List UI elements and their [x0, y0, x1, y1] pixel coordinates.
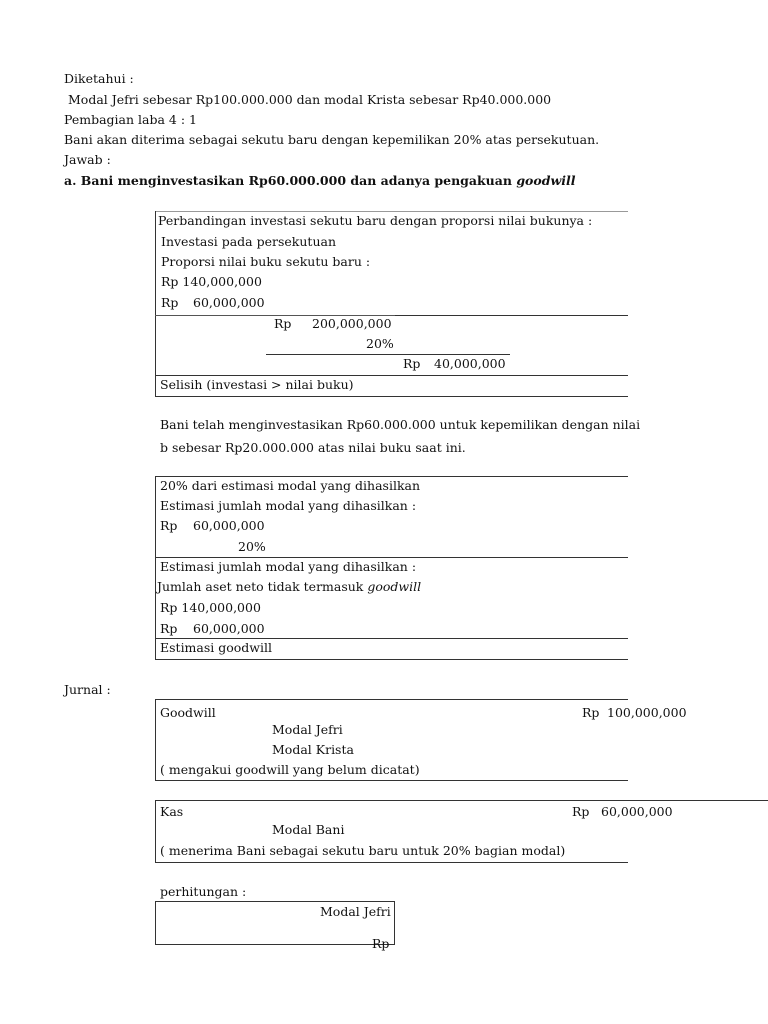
journal1-credit-jefri: Modal Jefri	[272, 722, 343, 737]
given-label: Diketahui :	[64, 71, 134, 86]
section-a-heading-text: a. Bani menginvestasikan Rp60.000.000 dan adanya pengakuan	[64, 173, 517, 188]
journal1-amount-rp: Rp	[582, 705, 600, 720]
table1-total-value: 200,000,000	[312, 316, 392, 331]
journal2-amount-rp: Rp	[572, 804, 590, 819]
table1-percentage: 20%	[366, 336, 394, 351]
table1-result-rp: Rp	[403, 356, 421, 371]
section-a-heading	[64, 173, 575, 189]
journal2-amount: 60,000,000	[601, 804, 673, 819]
table2-net-assets-italic: goodwill	[367, 579, 422, 594]
table2-goodwill-label: Estimasi goodwill	[160, 640, 272, 655]
table2-row-140m: Rp 140,000,000	[160, 600, 261, 615]
journal1-amount: 100,000,000	[607, 705, 687, 720]
journal1-credit-krista: Modal Krista	[272, 742, 354, 757]
calculation-modal-jefri: Modal Jefri	[320, 904, 391, 919]
new-partner-statement: Bani akan diterima sebagai sekutu baru dengan kepemilikan 20% atas persekutuan.	[64, 132, 600, 147]
table2-60m-value: 60,000,000	[193, 518, 265, 533]
calculation-label: perhitungan :	[160, 884, 247, 899]
calculation-rp: Rp	[372, 936, 390, 951]
journal2-credit-bani: Modal Bani	[272, 822, 345, 837]
explanation-line-2: b sebesar Rp20.000.000 atas nilai buku saat ini.	[160, 440, 466, 455]
table2-percentage: 20%	[238, 539, 266, 554]
table1-difference-label: Selisih (investasi > nilai buku)	[160, 377, 354, 392]
profit-sharing-statement: Pembagian laba 4 : 1	[64, 112, 197, 127]
explanation-line-1: Bani telah menginvestasikan Rp60.000.000 untuk kepemilikan dengan nilai	[160, 417, 641, 432]
answer-label: Jawab :	[64, 152, 111, 167]
table2-rp-label: Rp	[160, 518, 178, 533]
journal2-note: ( menerima Bani sebagai sekutu baru untuk 20% bagian modal)	[160, 843, 566, 858]
journal1-debit-account: Goodwill	[160, 705, 216, 720]
table1-rp-label: Rp	[161, 295, 179, 310]
table1-result-value: 40,000,000	[434, 356, 506, 371]
table1-title: Perbandingan investasi sekutu baru dengan proporsi nilai bukunya :	[158, 213, 593, 228]
journal2-debit-account: Kas	[160, 804, 184, 819]
table1-proportion-label: Proporsi nilai buku sekutu baru :	[161, 254, 371, 269]
table1-investment-label: Investasi pada persekutuan	[161, 234, 336, 249]
capital-statement: Modal Jefri sebesar Rp100.000.000 dan modal Krista sebesar Rp40.000.000	[68, 92, 552, 107]
table2-estimate-label: Estimasi jumlah modal yang dihasilkan :	[160, 498, 417, 513]
table2-row-20pct: 20% dari estimasi modal yang dihasilkan	[160, 478, 421, 493]
journal1-note: ( mengakui goodwill yang belum dicatat)	[160, 762, 420, 777]
table2-estimate-label-2: Estimasi jumlah modal yang dihasilkan :	[160, 559, 417, 574]
table2-rp-label-2: Rp	[160, 621, 178, 636]
table2-60m-value-2: 60,000,000	[193, 621, 265, 636]
table2-net-assets-text: Jumlah aset neto tidak termasuk	[157, 579, 368, 594]
table1-row-140m: Rp 140,000,000	[161, 274, 262, 289]
table1-row-60m: 60,000,000	[193, 295, 265, 310]
table2-net-assets-label	[157, 579, 421, 595]
table1-total-rp: Rp	[274, 316, 292, 331]
journal-label: Jurnal :	[64, 682, 111, 697]
section-a-heading-italic: goodwill	[516, 173, 576, 188]
